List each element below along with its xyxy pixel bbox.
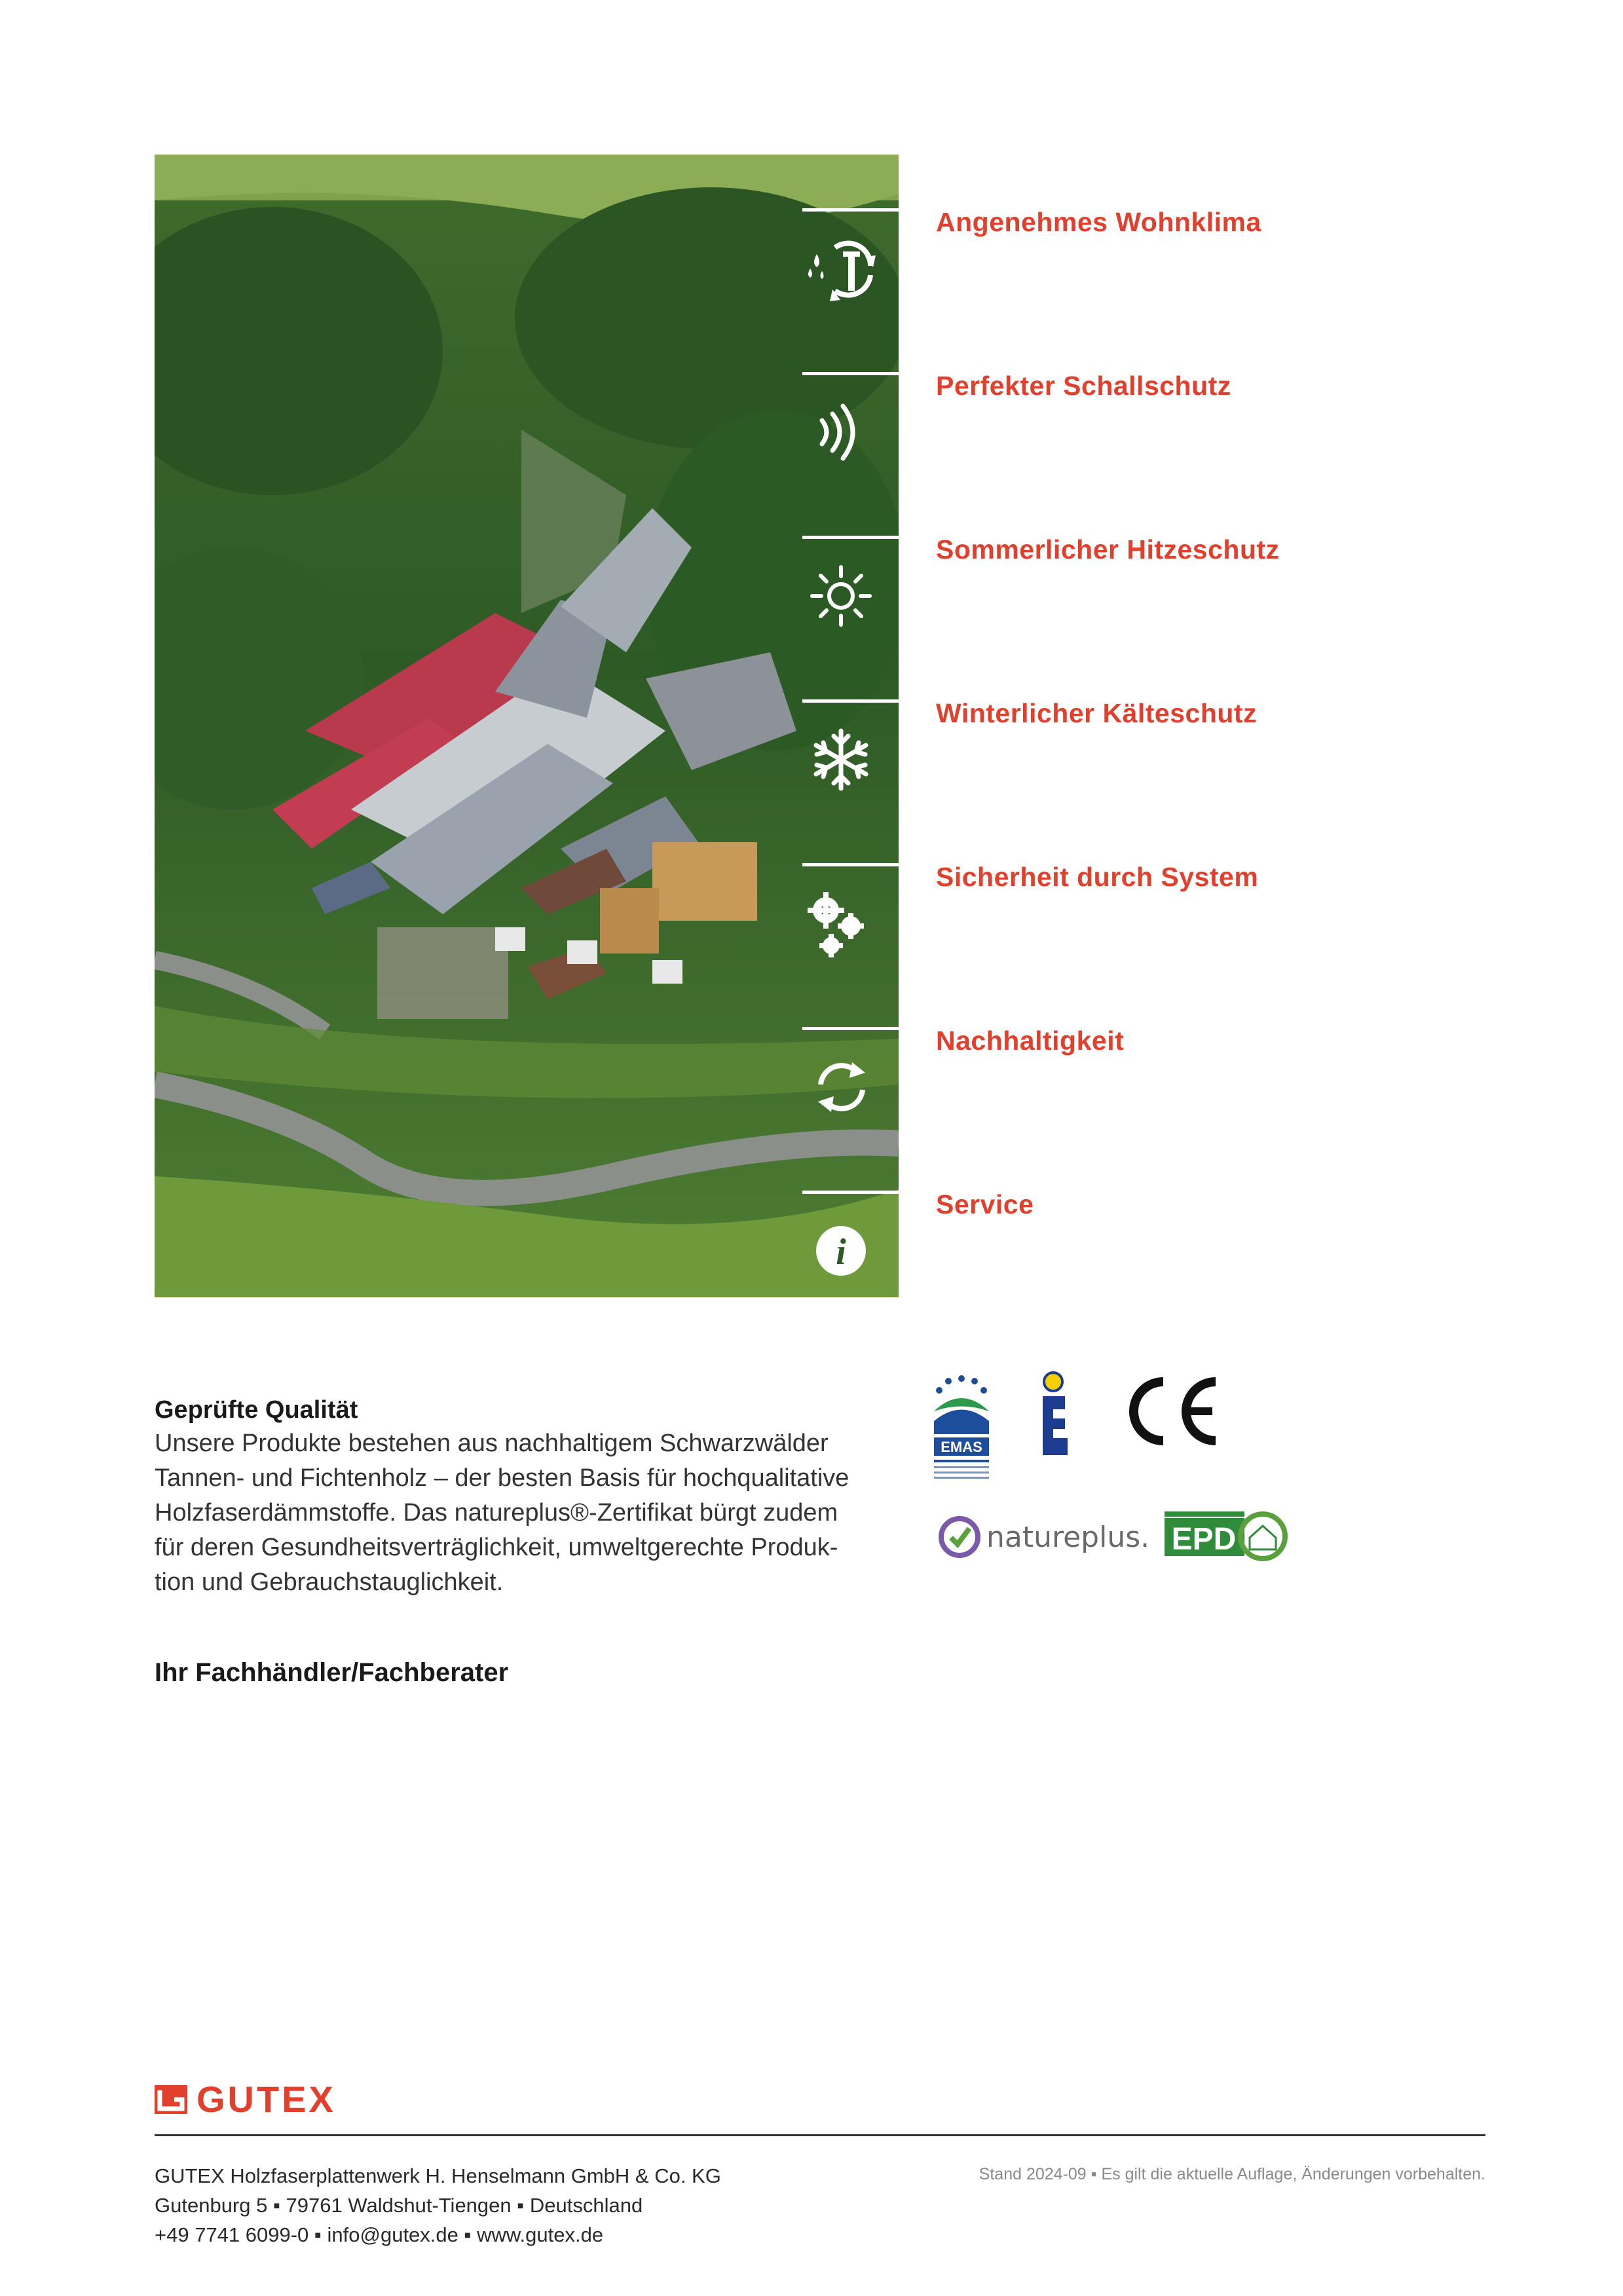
ce-label: CE	[1124, 1375, 1125, 1376]
feature-divider	[802, 1191, 899, 1194]
quality-line: Unsere Produkte bestehen aus nachhaltigem Schwarzwälder	[155, 1430, 829, 1457]
gutex-logo-icon	[155, 2085, 187, 2114]
gears-icon	[802, 883, 880, 960]
natureplus-label: natureplus.	[986, 1520, 1150, 1554]
feature-row	[802, 699, 1588, 830]
quality-line: Holzfaserdämmstoffe. Das natureplus®-Zertifikat bürgt zudem	[155, 1499, 838, 1527]
feature-row	[802, 372, 1588, 503]
address-line: +49 7741 6099-0 ▪ info@gutex.de ▪ www.gutex.de	[155, 2223, 604, 2246]
gutex-wordmark: GUTEX	[196, 2079, 336, 2120]
sun-icon	[802, 555, 880, 633]
svg-text:i: i	[836, 1232, 846, 1272]
feature-divider	[802, 208, 899, 212]
info-icon	[802, 1210, 880, 1287]
natureplus-logo	[937, 1514, 1149, 1560]
quality-line: tion und Gebrauchstauglichkeit.	[155, 1568, 504, 1596]
epd-logo	[1165, 1505, 1289, 1567]
feature-divider	[802, 1027, 899, 1030]
dealer-heading: Ihr Fachhändler/Fachberater	[155, 1658, 509, 1687]
recycle-arrows-icon	[802, 1046, 880, 1124]
quality-line: Tannen- und Fichtenholz – der besten Basis für hochqualitative	[155, 1464, 849, 1492]
quality-line: für deren Gesundheitsverträglichkeit, umweltgerechte Produk-	[155, 1534, 838, 1561]
factory-aerial-photo	[155, 155, 899, 1297]
feature-label: Winterlicher Kälteschutz	[936, 698, 1258, 728]
emas-logo	[929, 1372, 994, 1490]
natureplus-emblem-icon	[937, 1514, 982, 1560]
feature-row	[802, 536, 1588, 667]
quality-heading: Geprüfte Qualität	[155, 1396, 358, 1424]
ce-mark	[1124, 1375, 1222, 1451]
feature-row	[802, 1027, 1588, 1158]
feature-label: Sommerlicher Hitzeschutz	[936, 534, 1280, 565]
feature-label: Service	[936, 1189, 1034, 1219]
quality-section	[155, 1394, 908, 1600]
feature-label: Nachhaltigkeit	[936, 1026, 1125, 1056]
gutex-logo	[155, 2079, 336, 2120]
feature-divider	[802, 372, 899, 375]
eco-institut-logo	[1036, 1370, 1075, 1465]
feature-label: Angenehmes Wohnklima	[936, 207, 1261, 237]
sound-waves-icon	[802, 392, 880, 469]
humidity-cycle-icon	[802, 228, 880, 305]
edition-note: Stand 2024-09 ▪ Es gilt die aktuelle Auflage, Änderungen vorbehalten.	[979, 2165, 1485, 2183]
feature-row	[802, 1191, 1588, 1322]
address-line: Gutenburg 5 ▪ 79761 Waldshut-Tiengen ▪ Deutschland	[155, 2194, 643, 2217]
emas-label: EMAS	[941, 1439, 982, 1455]
feature-row	[802, 863, 1588, 994]
address-line: GUTEX Holzfaserplattenwerk H. Henselmann GmbH & Co. KG	[155, 2164, 721, 2187]
feature-divider	[802, 536, 899, 539]
feature-divider	[802, 863, 899, 866]
snowflake-icon	[802, 719, 880, 796]
footer-divider	[155, 2134, 1485, 2136]
feature-label: Sicherheit durch System	[936, 862, 1259, 892]
feature-label: Perfekter Schallschutz	[936, 371, 1231, 401]
feature-divider	[802, 699, 899, 703]
feature-row	[802, 208, 1588, 339]
company-address	[155, 2161, 721, 2250]
epd-label: EPD	[1171, 1522, 1237, 1557]
